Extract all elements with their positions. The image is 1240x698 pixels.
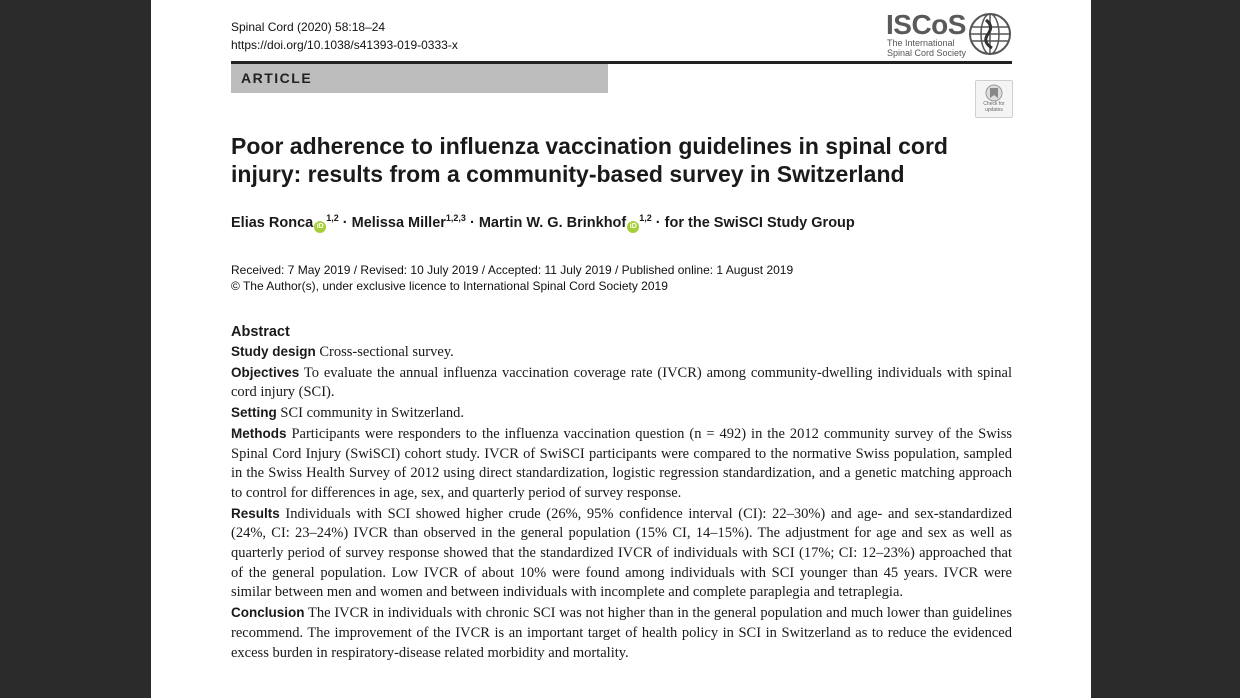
section-label: Objectives <box>231 364 300 380</box>
author-list <box>231 213 1031 233</box>
iscos-wordmark: ISCoS <box>886 9 966 40</box>
check-for-updates-button[interactable] <box>975 80 1013 118</box>
section-label: Methods <box>231 425 287 441</box>
journal-citation-block <box>231 18 458 54</box>
abstract-objectives: Objectives To evaluate the annual influenza vaccination coverage rate (IVCR) among community-dwelling individuals with spinal cord injury (SCI). <box>231 364 1012 401</box>
author-affiliation: 1,2 <box>639 213 652 223</box>
abstract-setting: Setting SCI community in Switzerland. <box>231 405 465 422</box>
abstract-results: Results Individuals with SCI showed higher crude (26%, 95% confidence interval (CI): 22–30%) and age- and sex-standardized (24%, CI: 23–24%) IVCR than observed in the general population (15% CI, 14–15%). The adjustment for age and sex as well as quarterly period of survey response showed that the standardized IVCR of individuals with SCI (17%; CI: 12–23%) approached that of the general population. Low IVCR of about 10% were found among individuals with SCI younger than 45 years. IVCR were similar between men and women and between individuals with incomplete and complete paraplegia and tetraplegia. <box>231 505 1012 601</box>
author-name[interactable]: Martin W. G. Brinkhof <box>478 214 627 231</box>
section-label: Conclusion <box>231 605 305 621</box>
orcid-icon[interactable]: iD <box>314 221 326 233</box>
globe-icon <box>968 12 1012 56</box>
abstract-conclusion: Conclusion The IVCR in individuals with chronic SCI was not higher than in the general population and much lower than guidelines recommend. The improvement of the IVCR is an important target of health policy in SCI in Switzerland as to reduce the evidenced excess burden in respiratory-disease related morbidity and mortality. <box>231 605 1012 661</box>
doi-link[interactable]: https://doi.org/10.1038/s41393-019-0333-x <box>231 38 458 52</box>
author-affiliation: 1,2 <box>326 213 339 223</box>
author-separator: · <box>651 214 665 231</box>
section-label: Setting <box>231 405 277 421</box>
article-title: Poor adherence to influenza vaccination guidelines in spinal cord injury: results from a community-based survey in Switzerland <box>231 133 948 187</box>
copyright-line: © The Author(s), under exclusive licence to International Spinal Cord Society 2019 <box>231 279 668 293</box>
journal-citation: Spinal Cord (2020) 58:18–24 <box>231 20 386 34</box>
abstract <box>231 322 1012 663</box>
abstract-study-design: Study design Cross-sectional survey. <box>231 344 454 360</box>
author-affiliation: 1,2,3 <box>445 213 466 223</box>
check-for-updates-label: Check for updates <box>983 101 1005 113</box>
abstract-heading: Abstract <box>231 324 290 340</box>
history-dates: Received: 7 May 2019 / Revised: 10 July 2019 / Accepted: 11 July 2019 / Published online: 1 August 2019 <box>231 263 794 277</box>
author-group: for the SwiSCI Study Group <box>664 214 855 231</box>
orcid-icon[interactable]: iD <box>627 221 639 233</box>
section-label: Results <box>231 505 280 521</box>
abstract-methods: Methods Participants were responders to the influenza vaccination question (n = 492) in the 2012 community survey of the Swiss Spinal Cord Injury (SwiSCI) cohort study. IVCR of SwiSCI participants were compared to the normative Swiss population, sampled in the Swiss Health Survey of 2012 using direct standardization, logistic regression standardization, and a genetic matching approach to control for differences in age, sex, and quarterly period of survey response. <box>231 425 1012 501</box>
iscos-subtitle: The International Spinal Cord Society <box>887 38 967 58</box>
author-name[interactable]: Elias Ronca <box>231 214 314 231</box>
article-type-label: ARTICLE <box>241 70 313 86</box>
article-page <box>151 0 1091 698</box>
author-name[interactable]: Melissa Miller <box>351 214 446 231</box>
publication-dates <box>231 262 793 294</box>
iscos-logo <box>886 11 1014 59</box>
article-type-band <box>231 64 608 93</box>
section-label: Study design <box>231 344 316 359</box>
author-separator: · <box>465 214 479 231</box>
author-separator: · <box>338 214 352 231</box>
